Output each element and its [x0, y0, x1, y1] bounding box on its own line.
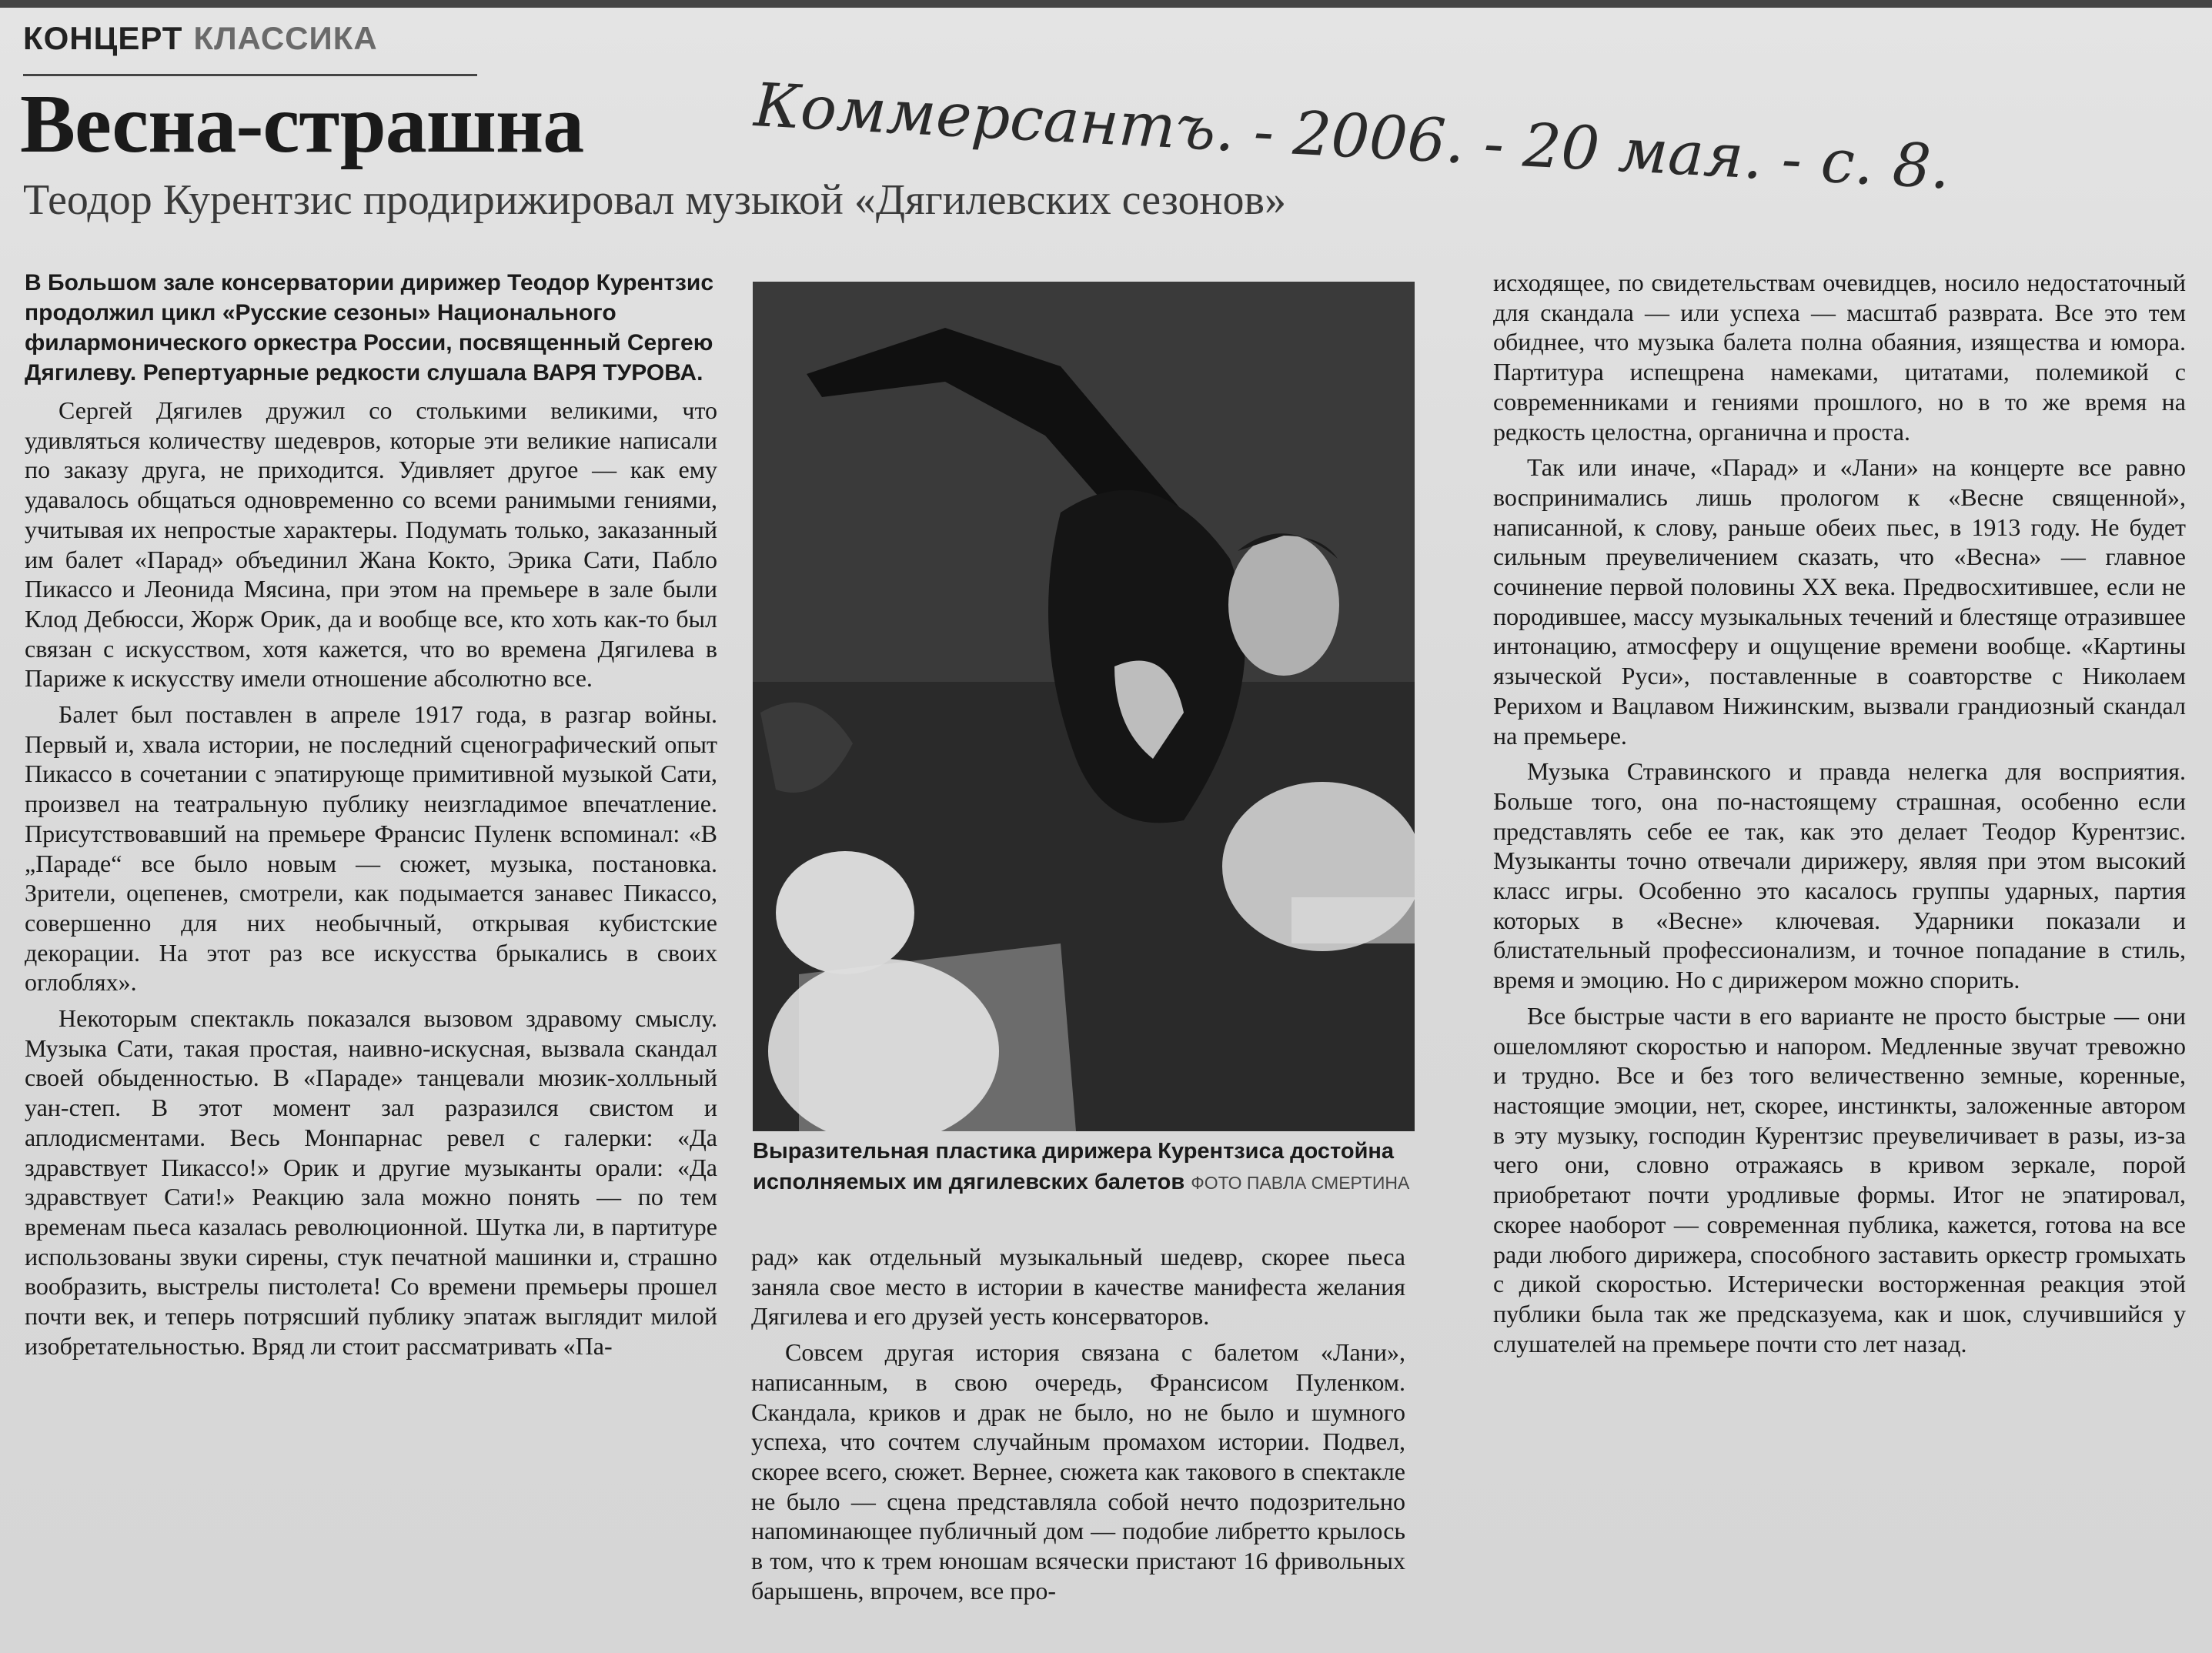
conductor-photo [753, 282, 1415, 1131]
paragraph: Некоторым спектакль показался вызовом здравому смыслу. Музыка Сати, такая простая, наивно-искусная, вызвала скандал своей обыденностью. В «Параде» танцевали мюзик-холльный уан-степ. В этот момент зал разразился свистом и аплодисментами. Весь Монпарнас ревел с галерки: «Да здравствует Пикассо!» Орик и другие музыканты орали: «Да здравствует Сати!» Реакцию зала можно понять — по тем временам пьеса казалась революционной. Шутка ли, в партитуре использованы звуки сирены, стук печатной машинки и, страшно вообразить, выстрелы пистолета! Со времени премьеры прошел почти век, и теперь потрясший публику эпатаж выглядит милой изобретательностью. Вряд ли стоит рассматривать «Па- [25, 1004, 717, 1360]
column-1 [25, 268, 717, 1361]
photo-credit: ФОТО ПАВЛА СМЕРТИНА [1191, 1173, 1410, 1193]
column-2 [751, 1242, 1405, 1605]
lead-paragraph: В Большом зале консерватории дирижер Теодор Курентзис продолжил цикл «Русские сезоны» Национального филармонического оркестра России, посвященный Сергею Дягилеву. Репертуарные редкости слушала ВАРЯ ТУРОВА. [25, 270, 714, 386]
handwritten-note: Коммерсантъ. - 2006. - 20 мая. - с. 8. [752, 71, 1952, 203]
paragraph: Все быстрые части в его варианте не просто быстрые — они ошеломляют скоростью и напором. Медленные звучат тревожно и трудно. Все и без того величественно земные, коренные, настоящие эмоции, нет, скорее, инстинкты, заложенные автором в эту музыку, господин Курентзис преувеличивает в разы, из-за чего они, словно отражаясь в кривом зеркале, порой приобретают почти уродливые формы. Итог не эпатировал, скорее наоборот — современная публика, кажется, готова на все ради любого дирижера, способного заставить оркестр громыхать с дикой скоростью. Истерически восторженная реакция этой публики была так же предсказуема, как и шок, случившийся у слушателей на премьере почти сто лет назад. [1493, 1001, 2186, 1357]
caption-text: Выразительная пластика дирижера Курентзиса достойна исполняемых им дягилевских балетов [753, 1139, 1395, 1194]
paragraph: исходящее, по свидетельствам очевидцев, носило недостаточный для скандала — или успеха — масштаб разврата. Все это тем обиднее, что музыка балета полна обаяния, изящества и юмора. Партитура испещрена намеками, цитатами, полемикой с современниками и гениями прошлого, но в то же время на редкость целостна, органична и проста. [1493, 269, 2186, 446]
paragraph: Так или иначе, «Парад» и «Лани» на концерте все равно воспринимались лишь прологом к «Весне священной», написанной, к слову, раньше обеих пьес, в 1913 году. Не будет сильным преувеличением сказать, что «Весна» — главное сочинение первой половины XX века. Предвосхитившее, если не породившее, массу музыкальных течений и блестяще отразившее интонацию, атмосферу и ощущение времени вообще. «Картины языческой Руси», поставленные в соавторстве с Николаем Рерихом и Вацлавом Нижинским, вызвали грандиозный скандал на премьере. [1493, 453, 2186, 750]
paragraph: Балет был поставлен в апреле 1917 года, в разгар войны. Первый и, хвала истории, не последний сценографический опыт Пикассо в сочетании с эпатирующе примитивной музыкой Сати, произвел на театральную публику неизгладимое впечатление. Присутствовавший на премьере Франсис Пуленк вспоминал: «В „Параде“ все было новым — сюжет, музыка, постановка. Зрители, оцепенев, смотрели, как подымается занавес Пикассо, совершенно для них необычный, открывая кубистские декорации. На этот раз все искусства брыкались в своих оглоблях». [25, 700, 717, 997]
rubric [23, 20, 378, 57]
column-3 [1493, 268, 2186, 1358]
rubric-section: КОНЦЕРТ [23, 20, 183, 56]
paragraph: Совсем другая история связана с балетом «Лани», написанным, в свою очередь, Франсисом Пуленком. Скандала, криков и драк не было, но не было и шумного успеха, что сочтем случайным промахом истории. Подвел, скорее всего, сюжет. Вернее, сюжета как такового в спектакле не было — сцена представляла собой нечто подозрительно напоминающее публичный дом — подобие либретто крылось в том, что к трем юношам всячески пристают 16 фривольных барышень, впрочем, все про- [751, 1338, 1405, 1605]
paragraph: Музыка Стравинского и правда нелегка для восприятия. Больше того, она по-настоящему страшная, особенно если представлять себе ее так, как это делает Теодор Курентзис. Музыканты точно отвечали дирижеру, являя при этом высокий класс игры. Особенно это касалось группы ударных, партия которых в «Весне» ключевая. Ударники показали и блистательный профессионализм, и точное попадание в стиль, время и эмоцию. Но с дирижером можно спорить. [1493, 757, 2186, 994]
headline: Весна-страшна [20, 78, 584, 170]
paragraph: Сергей Дягилев дружил со столькими великими, что удивляться количеству шедевров, которые эти великие написали по заказу друга, не приходится. Удивляет другое — как ему удавалось общаться одновременно со всеми ранимыми гениями, учитывая их непростые характеры. Подумать только, заказанный им балет «Парад» объединил Жана Кокто, Эрика Сати, Пабло Пикассо и Леонида Мясина, при этом на премьере в зале были Клод Дебюсси, Жорж Орик, да и вообще все, кто хоть как-то был связан с искусством, хотя кажется, что во времена Дягилева в Париже к искусству имели отношение абсолютно все. [25, 396, 717, 693]
photo-caption [753, 1136, 1415, 1198]
top-border [0, 0, 2212, 8]
rubric-genre: КЛАССИКА [193, 20, 378, 56]
paragraph: рад» как отдельный музыкальный шедевр, скорее пьеса заняла свое место в истории в качестве манифеста желания Дягилева и его друзей уесть консерваторов. [751, 1243, 1405, 1331]
rubric-rule [23, 74, 477, 76]
subhead: Теодор Курентзис продирижировал музыкой «Дягилевских сезонов» [23, 176, 1286, 224]
